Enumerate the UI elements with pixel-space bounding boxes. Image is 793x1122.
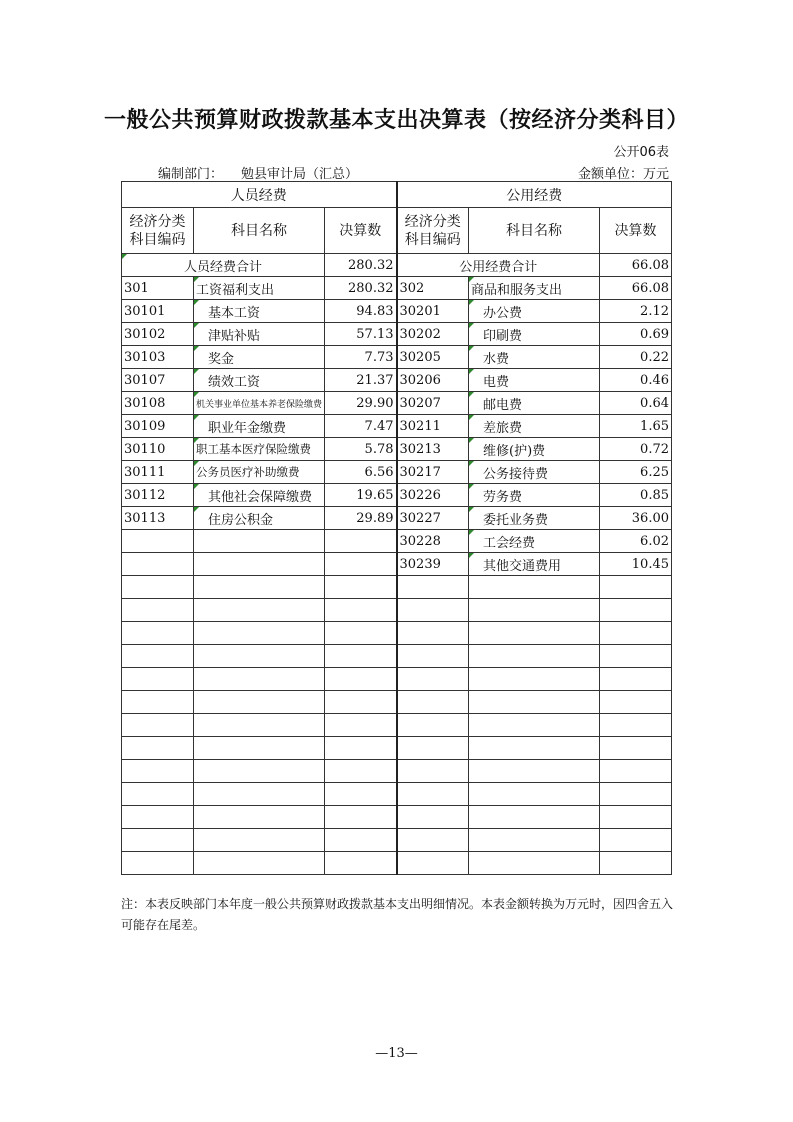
right-name-cell: 水费: [469, 346, 600, 369]
right-name-cell: 电费: [469, 369, 600, 392]
empty-row: [122, 576, 672, 599]
left-amount-cell: [325, 553, 397, 576]
right-code-cell: 30205: [397, 346, 469, 369]
empty-cell: [600, 691, 672, 714]
empty-cell: [469, 760, 600, 783]
right-code-cell: 30213: [397, 438, 469, 461]
empty-cell: [600, 668, 672, 691]
left-name-cell: 职业年金缴费: [194, 415, 325, 438]
table-row: [122, 461, 672, 484]
empty-row: [122, 806, 672, 829]
left-code-cell: 30102: [122, 323, 194, 346]
left-code-cell: 30112: [122, 484, 194, 507]
right-name-cell: 公务接待费: [469, 461, 600, 484]
code-header-line2: 科目编码: [404, 231, 461, 248]
form-number: 公开06表: [613, 145, 669, 160]
empty-cell: [325, 852, 397, 875]
empty-cell: [469, 829, 600, 852]
empty-cell: [122, 852, 194, 875]
public-total-label: 公用经费合计: [397, 254, 600, 277]
right-amount-cell: 36.00: [600, 507, 672, 530]
empty-row: [122, 691, 672, 714]
empty-row: [122, 737, 672, 760]
empty-cell: [325, 691, 397, 714]
table-row: [122, 530, 672, 553]
right-name-cell: 商品和服务支出: [469, 277, 600, 300]
amount-header-right: 决算数: [600, 208, 672, 254]
empty-cell: [325, 622, 397, 645]
empty-cell: [600, 645, 672, 668]
left-name-cell: [194, 530, 325, 553]
empty-cell: [397, 622, 469, 645]
expenditure-table: [121, 181, 672, 875]
empty-cell: [325, 829, 397, 852]
right-amount-cell: 6.25: [600, 461, 672, 484]
right-amount-cell: 66.08: [600, 277, 672, 300]
left-code-cell: 30109: [122, 415, 194, 438]
right-code-cell: 30217: [397, 461, 469, 484]
empty-cell: [600, 599, 672, 622]
code-header-line1: 经济分类: [129, 213, 186, 230]
empty-cell: [122, 829, 194, 852]
left-code-cell: 30101: [122, 300, 194, 323]
empty-cell: [469, 599, 600, 622]
table-row: [122, 300, 672, 323]
right-code-cell: 30227: [397, 507, 469, 530]
empty-cell: [469, 737, 600, 760]
table-row: [122, 277, 672, 300]
empty-cell: [325, 783, 397, 806]
empty-cell: [397, 691, 469, 714]
right-name-cell: 工会经费: [469, 530, 600, 553]
right-amount-cell: 0.69: [600, 323, 672, 346]
right-code-cell: 30211: [397, 415, 469, 438]
left-amount-cell: 6.56: [325, 461, 397, 484]
left-name-cell: 公务员医疗补助缴费: [194, 461, 325, 484]
left-amount-cell: 7.47: [325, 415, 397, 438]
empty-cell: [600, 852, 672, 875]
left-amount-cell: 94.83: [325, 300, 397, 323]
empty-cell: [122, 760, 194, 783]
left-code-cell: 30111: [122, 461, 194, 484]
empty-cell: [194, 691, 325, 714]
right-code-cell: 30202: [397, 323, 469, 346]
empty-cell: [600, 576, 672, 599]
code-header-line1: 经济分类: [404, 213, 461, 230]
empty-cell: [122, 668, 194, 691]
code-header-line2: 科目编码: [129, 231, 186, 248]
amount-unit: 金额单位：万元: [577, 167, 669, 182]
empty-cell: [397, 576, 469, 599]
right-code-cell: 30239: [397, 553, 469, 576]
right-amount-cell: 0.85: [600, 484, 672, 507]
table-row: [122, 553, 672, 576]
left-code-cell: 30107: [122, 369, 194, 392]
empty-cell: [194, 576, 325, 599]
empty-cell: [397, 806, 469, 829]
left-code-cell: 30110: [122, 438, 194, 461]
empty-cell: [122, 691, 194, 714]
right-name-cell: 办公费: [469, 300, 600, 323]
right-amount-cell: 2.12: [600, 300, 672, 323]
empty-cell: [194, 645, 325, 668]
empty-cell: [325, 806, 397, 829]
left-amount-cell: 21.37: [325, 369, 397, 392]
left-name-cell: 机关事业单位基本养老保险缴费: [194, 392, 325, 415]
left-amount-cell: 7.73: [325, 346, 397, 369]
empty-cell: [397, 645, 469, 668]
left-amount-cell: 29.90: [325, 392, 397, 415]
empty-cell: [194, 806, 325, 829]
left-amount-cell: 5.78: [325, 438, 397, 461]
right-amount-cell: 1.65: [600, 415, 672, 438]
totals-row: [122, 254, 672, 277]
empty-cell: [600, 783, 672, 806]
empty-cell: [122, 576, 194, 599]
left-amount-cell: [325, 530, 397, 553]
left-name-cell: 其他社会保障缴费: [194, 484, 325, 507]
empty-cell: [194, 783, 325, 806]
page-number: —13—: [375, 1046, 418, 1061]
empty-row: [122, 599, 672, 622]
left-code-cell: 301: [122, 277, 194, 300]
right-name-cell: 印刷费: [469, 323, 600, 346]
right-name-cell: 其他交通费用: [469, 553, 600, 576]
right-amount-cell: 10.45: [600, 553, 672, 576]
empty-cell: [469, 714, 600, 737]
table-row: [122, 415, 672, 438]
empty-row: [122, 714, 672, 737]
empty-cell: [122, 783, 194, 806]
right-code-cell: 30207: [397, 392, 469, 415]
left-amount-cell: 29.89: [325, 507, 397, 530]
empty-cell: [469, 622, 600, 645]
header-row-groups: [122, 182, 672, 208]
left-name-cell: 职工基本医疗保险缴费: [194, 438, 325, 461]
empty-cell: [397, 783, 469, 806]
header-row-columns: [122, 208, 672, 254]
public-header: 公用经费: [397, 182, 672, 208]
left-code-cell: [122, 530, 194, 553]
empty-cell: [397, 668, 469, 691]
table-row: [122, 392, 672, 415]
amount-header-left: 决算数: [325, 208, 397, 254]
right-code-cell: 30206: [397, 369, 469, 392]
personnel-total-label: 人员经费合计: [122, 254, 325, 277]
empty-cell: [397, 599, 469, 622]
left-amount-cell: 19.65: [325, 484, 397, 507]
empty-cell: [469, 783, 600, 806]
table-row: [122, 369, 672, 392]
left-name-cell: 奖金: [194, 346, 325, 369]
empty-cell: [194, 668, 325, 691]
empty-cell: [600, 622, 672, 645]
right-name-cell: 差旅费: [469, 415, 600, 438]
empty-cell: [122, 806, 194, 829]
right-code-cell: 30226: [397, 484, 469, 507]
left-code-cell: 30113: [122, 507, 194, 530]
left-name-cell: 津贴补贴: [194, 323, 325, 346]
footnote: 注：本表反映部门本年度一般公共预算财政拨款基本支出明细情况。本表金额转换为万元时，因四舍五入可能存在尾差。: [121, 897, 674, 932]
empty-cell: [194, 622, 325, 645]
name-header-left: 科目名称: [194, 208, 325, 254]
empty-cell: [325, 599, 397, 622]
empty-cell: [469, 806, 600, 829]
table-row: [122, 346, 672, 369]
empty-cell: [600, 714, 672, 737]
empty-cell: [122, 714, 194, 737]
empty-row: [122, 622, 672, 645]
left-name-cell: 绩效工资: [194, 369, 325, 392]
code-header-right: [397, 208, 469, 254]
empty-row: [122, 760, 672, 783]
left-amount-cell: 57.13: [325, 323, 397, 346]
empty-cell: [325, 714, 397, 737]
personnel-total-value: 280.32: [325, 254, 397, 277]
empty-cell: [194, 760, 325, 783]
code-header-left: [122, 208, 194, 254]
right-code-cell: 302: [397, 277, 469, 300]
empty-cell: [194, 737, 325, 760]
department: [158, 163, 358, 182]
empty-cell: [397, 714, 469, 737]
empty-row: [122, 852, 672, 875]
empty-cell: [469, 691, 600, 714]
table-row: [122, 323, 672, 346]
empty-cell: [325, 737, 397, 760]
empty-row: [122, 645, 672, 668]
empty-cell: [122, 622, 194, 645]
empty-cell: [122, 645, 194, 668]
left-code-cell: [122, 553, 194, 576]
empty-row: [122, 829, 672, 852]
personnel-header: 人员经费: [122, 182, 397, 208]
left-name-cell: [194, 553, 325, 576]
empty-cell: [194, 829, 325, 852]
left-name-cell: 基本工资: [194, 300, 325, 323]
right-code-cell: 30228: [397, 530, 469, 553]
right-amount-cell: 6.02: [600, 530, 672, 553]
right-amount-cell: 0.22: [600, 346, 672, 369]
left-name-cell: 住房公积金: [194, 507, 325, 530]
empty-cell: [469, 576, 600, 599]
table-row: [122, 484, 672, 507]
empty-cell: [194, 599, 325, 622]
page-title: 一般公共预算财政拨款基本支出决算表（按经济分类科目）: [103, 108, 689, 133]
empty-cell: [469, 668, 600, 691]
right-amount-cell: 0.72: [600, 438, 672, 461]
empty-cell: [397, 829, 469, 852]
left-code-cell: 30108: [122, 392, 194, 415]
empty-cell: [194, 852, 325, 875]
department-value: 勉县审计局（汇总）: [241, 167, 359, 182]
right-amount-cell: 0.64: [600, 392, 672, 415]
right-name-cell: 劳务费: [469, 484, 600, 507]
department-label: 编制部门：: [158, 167, 224, 182]
empty-cell: [469, 852, 600, 875]
empty-cell: [469, 645, 600, 668]
empty-cell: [122, 737, 194, 760]
right-code-cell: 30201: [397, 300, 469, 323]
left-amount-cell: 280.32: [325, 277, 397, 300]
empty-cell: [600, 760, 672, 783]
empty-cell: [397, 852, 469, 875]
right-amount-cell: 0.46: [600, 369, 672, 392]
right-name-cell: 邮电费: [469, 392, 600, 415]
right-name-cell: 维修(护)费: [469, 438, 600, 461]
empty-cell: [122, 599, 194, 622]
table-row: [122, 438, 672, 461]
empty-cell: [600, 829, 672, 852]
empty-cell: [325, 760, 397, 783]
empty-cell: [194, 714, 325, 737]
name-header-right: 科目名称: [469, 208, 600, 254]
empty-cell: [600, 737, 672, 760]
empty-row: [122, 783, 672, 806]
table-row: [122, 507, 672, 530]
public-total-value: 66.08: [600, 254, 672, 277]
empty-cell: [325, 668, 397, 691]
left-code-cell: 30103: [122, 346, 194, 369]
right-name-cell: 委托业务费: [469, 507, 600, 530]
empty-cell: [325, 576, 397, 599]
empty-row: [122, 668, 672, 691]
empty-cell: [397, 737, 469, 760]
empty-cell: [600, 806, 672, 829]
empty-cell: [325, 645, 397, 668]
empty-cell: [397, 760, 469, 783]
left-name-cell: 工资福利支出: [194, 277, 325, 300]
